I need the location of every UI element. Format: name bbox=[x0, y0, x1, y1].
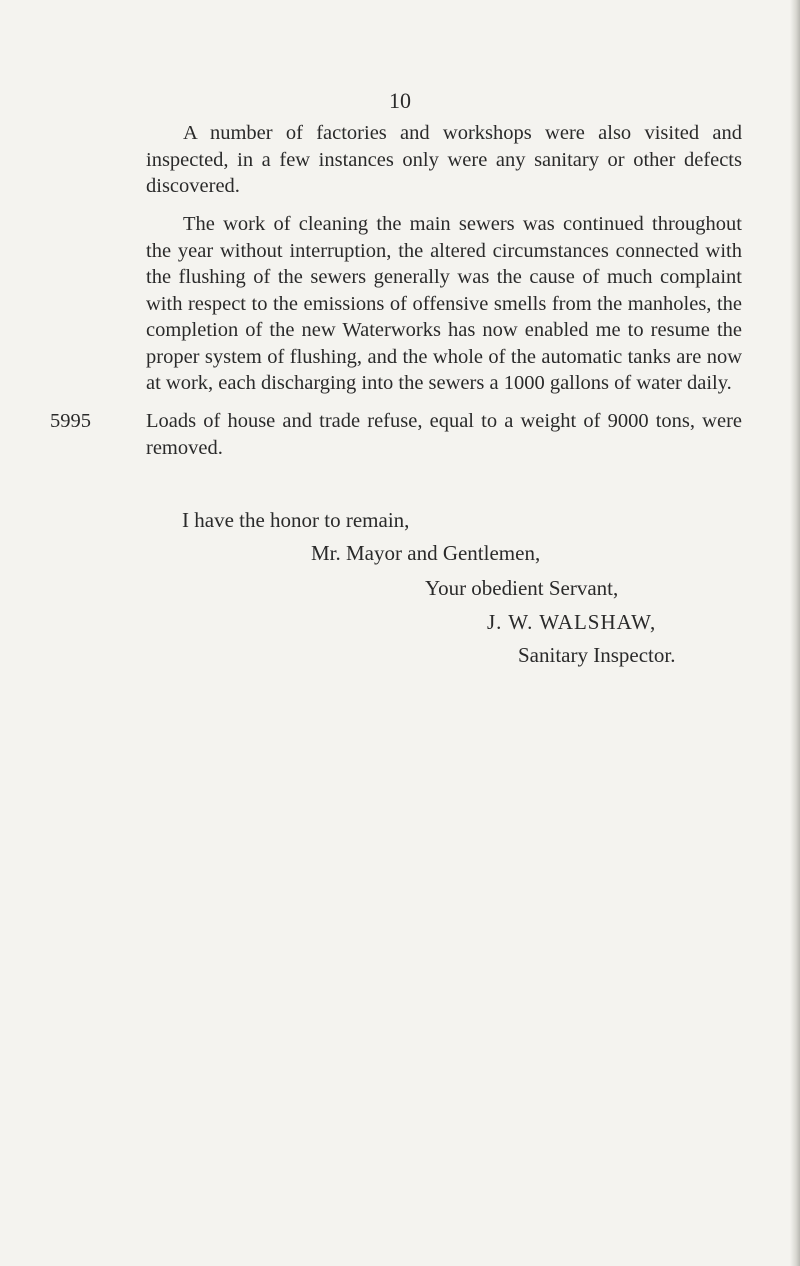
paragraph-factories: A number of factories and workshops were also visited and inspected, in a few instances only were any sanitary or other defects discovered. bbox=[146, 122, 742, 197]
closing-line-remain: I have the honor to remain, bbox=[182, 508, 410, 532]
closing-line-salutation: Mr. Mayor and Gentlemen, bbox=[311, 541, 541, 565]
paragraph-refuse: Loads of house and trade refuse, equal to a weight of 9000 tons, were removed. bbox=[146, 410, 742, 459]
signature-title: Sanitary Inspector. bbox=[518, 643, 676, 667]
page-edge bbox=[790, 0, 800, 1266]
signature-name: J. W. WALSHAW, bbox=[487, 610, 657, 634]
page-number: 10 bbox=[389, 88, 411, 113]
paragraph-sewers: The work of cleaning the main sewers was continued throughout the year without interruption, the altered circumstances connected with the flushing of the sewers generally was the cause of much complaint with respect to the emissions of offensive smells from the manholes, the completion of the new Waterworks has now enabled me to resume the proper system of flushing, and the whole of the automatic tanks are now at work, each discharging into the sewers a 1000 gallons of water daily. bbox=[146, 213, 742, 394]
margin-load-count: 5995 bbox=[50, 410, 91, 432]
closing-line-servant: Your obedient Servant, bbox=[425, 576, 619, 600]
